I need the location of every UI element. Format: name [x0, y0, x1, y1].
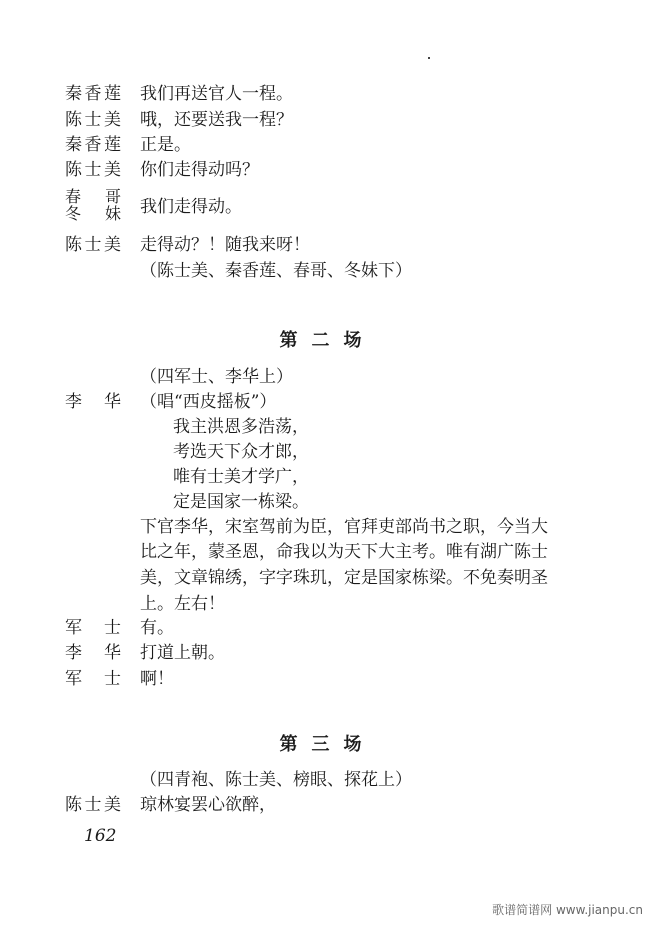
speaker-name: 秦 香 莲 — [65, 84, 121, 104]
dialogue-line: （四青袍、陈士美、榜眼、探花上） — [140, 770, 412, 790]
dialogue-line: （唱“西皮摇板”） — [140, 392, 277, 412]
dialogue-line: 下官李华，宋室驾前为臣，官拜吏部尚书之职，今当大 — [140, 517, 548, 537]
dialogue-line: 啊！ — [140, 669, 174, 689]
dialogue-line: 有。 — [140, 618, 174, 638]
speaker-name: 陈 士 美 — [65, 160, 121, 180]
dialogue-line: 打道上朝。 — [140, 643, 225, 663]
page-number: 162 — [84, 826, 117, 846]
dialogue-line: 美，文章锦绣，字字珠玑，定是国家栋梁。不免奏明圣 — [140, 568, 548, 588]
speaker-group: 春 哥 冬 妹 — [65, 187, 121, 223]
dialogue-line: （四军士、李华上） — [140, 367, 293, 387]
dialogue-line: 比之年，蒙圣恩，命我以为天下大主考。唯有湖广陈士 — [140, 542, 548, 562]
scene-2-title: 第二场 — [279, 330, 376, 351]
speaker-name: 陈 士 美 — [65, 235, 121, 255]
dialogue-line: 我们再送官人一程。 — [140, 84, 293, 104]
dialogue-line: 上。左右！ — [140, 594, 225, 614]
watermark: 歌谱简谱网 www.jianpu.cn — [492, 903, 643, 917]
verse-line: 定是国家一栋梁。 — [173, 492, 309, 512]
speaker-name: 陈 士 美 — [65, 110, 121, 130]
scan-speck — [428, 57, 430, 59]
verse-line: 考选天下众才郎， — [173, 442, 309, 462]
dialogue-line: 哦，还要送我一程？ — [140, 110, 293, 130]
verse-line: 我主洪恩多浩荡， — [173, 417, 309, 437]
dialogue-line: 我们走得动。 — [140, 197, 242, 217]
speaker-name: 秦 香 莲 — [65, 135, 121, 155]
dialogue-line: 正是。 — [140, 135, 191, 155]
dialogue-line: （陈士美、秦香莲、春哥、冬妹下） — [140, 261, 412, 281]
speaker-name: 陈 士 美 — [65, 795, 121, 815]
verse-line: 唯有士美才学广， — [173, 467, 309, 487]
scene-3-title: 第三场 — [279, 734, 376, 755]
speaker-name: 李 华 — [65, 392, 121, 412]
speaker-name: 李 华 — [65, 643, 121, 663]
dialogue-line: 走得动？！随我来呀！ — [140, 235, 310, 255]
speaker-name: 军 士 — [65, 618, 121, 638]
dialogue-line: 你们走得动吗？ — [140, 160, 259, 180]
dialogue-line: 琼林宴罢心欲醉， — [140, 795, 276, 815]
speaker-name: 军 士 — [65, 669, 121, 689]
